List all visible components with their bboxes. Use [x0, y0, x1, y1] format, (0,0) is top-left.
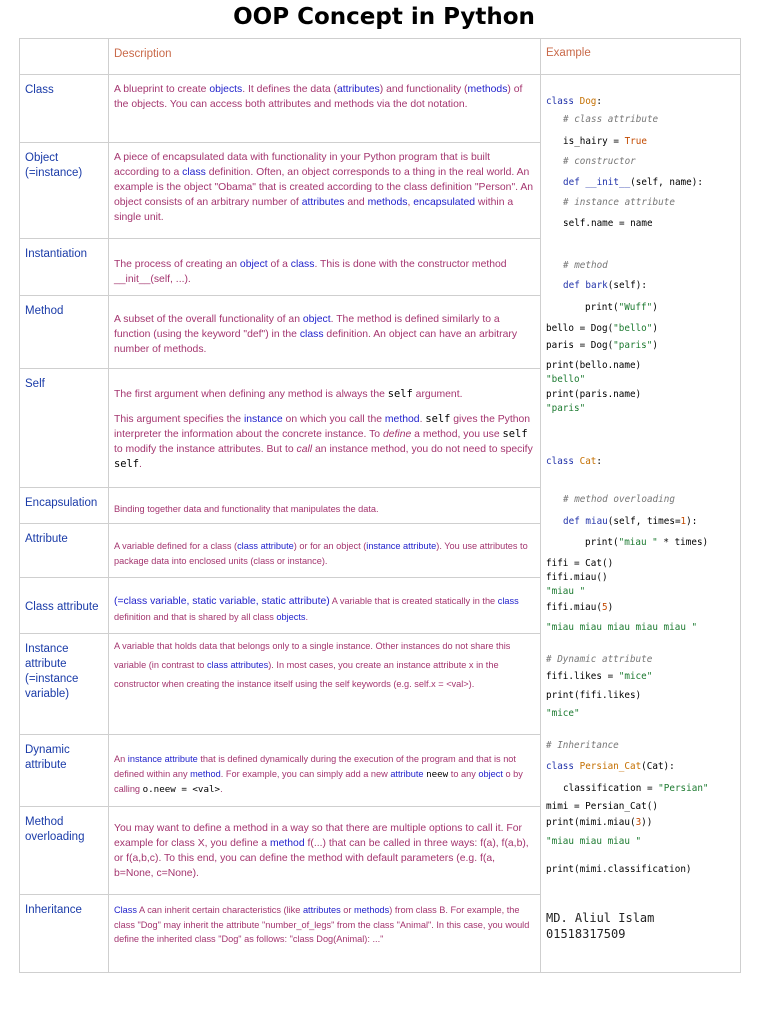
code-line: print(mimi.miau(3)): [546, 817, 653, 828]
row-attribute: [20, 524, 540, 578]
desc-instance-attribute: A variable that holds data that belongs only to a single instance. Other instances do not share this variable (in contrast to class attributes). In most cases, you create an instance attribute x in the constructor when creating the instance itself using the self keywords (e.g. self.x = <val>).: [114, 641, 511, 689]
desc-encapsulation: Binding together data and functionality that manipulates the data.: [114, 504, 379, 514]
term-dynamic-attribute: Dynamic attribute: [20, 735, 109, 806]
page-title: OOP Concept in Python: [233, 4, 535, 30]
row-dynamic-attribute: [20, 735, 540, 807]
code-output: "bello": [546, 374, 586, 385]
code-line: is_hairy = True: [563, 136, 647, 147]
term-instance-attribute: Instance attribute (=instance variable): [20, 634, 109, 734]
row-inheritance: [20, 895, 540, 972]
row-instance-attribute: [20, 634, 540, 735]
term-self: Self: [20, 369, 109, 487]
row-self: [20, 369, 540, 488]
row-method: [20, 296, 540, 369]
code-line: def miau(self, times=1):: [563, 516, 698, 527]
concept-table: [19, 38, 741, 973]
header-example: Example: [541, 39, 740, 75]
code-comment: # class attribute: [563, 114, 659, 125]
code-comment: # method overloading: [563, 494, 675, 505]
code-comment: # Dynamic attribute: [546, 654, 653, 665]
row-method-overloading: [20, 807, 540, 895]
desc-inheritance: Class A can inherit certain characteristics (like attributes or methods) from class B. For example, the class "Dog" may inherit the attribute "number_of_legs" from the class "Animal". In this case, you would define the inherited class "Dog" as follows: "class Dog(Animal): ...": [114, 905, 530, 944]
term-method-overloading: Method overloading: [20, 807, 109, 894]
row-class: [20, 75, 540, 143]
desc-self: The first argument when defining any method is always the self argument. This argument specifies the instance on which you call the method. self gives the Python interpreter the information about the concrete instance. To define a method, you use self to modify the instance attributes. But to call an instance method, you do not need to specify self.: [114, 388, 533, 470]
desc-attribute: A variable defined for a class (class attribute) or for an object (instance attribute). You use attributes to package data into enclosed units (class or instance).: [114, 541, 528, 566]
code-line: fifi = Cat(): [546, 558, 614, 569]
code-line: print(mimi.classification): [546, 864, 692, 875]
code-line: paris = Dog("paris"): [546, 340, 658, 351]
code-line: def __init__(self, name):: [563, 177, 703, 188]
desc-instantiation: The process of creating an object of a class. This is done with the constructor method __init__(self, ...).: [114, 259, 507, 285]
term-attribute: Attribute: [20, 524, 109, 577]
term-inheritance: Inheritance: [20, 895, 109, 972]
code-comment: # Inheritance: [546, 740, 619, 751]
header-description: Description: [114, 48, 172, 60]
code-line: def bark(self):: [563, 280, 647, 291]
code-comment: # instance attribute: [563, 197, 675, 208]
header-term-cell: [20, 39, 109, 74]
code-line: fifi.likes = "mice": [546, 671, 653, 682]
code-output: "miau ": [546, 586, 586, 597]
author-phone: 01518317509: [546, 927, 626, 941]
code-comment: # method: [563, 260, 608, 271]
code-line: print("miau " * times): [585, 537, 709, 548]
row-class-attribute: [20, 578, 540, 634]
term-object: Object (=instance): [20, 143, 109, 238]
desc-object: A piece of encapsulated data with functionality in your Python program that is built according to a class definition. Often, an object corresponds to a thing in the real world. An example is the object "Obama" that is created according to the class definition "Person". An object consists of an arbitrary number of attributes and methods, encapsulated within a single unit.: [114, 152, 534, 223]
code-line: print(paris.name): [546, 389, 642, 400]
term-instantiation: Instantiation: [20, 239, 109, 295]
table-header-row: [20, 39, 540, 75]
desc-method-overloading: You may want to define a method in a way so that there are multiple options to call it. For example for class X, you define a method f(...) that can be called in three ways: f(a), f(a,b), or f(a,b,c). To this end, you can define the method with default parameters (e.g. f(a, b=None, c=None).: [114, 823, 529, 879]
code-line: print("Wuff"): [585, 302, 658, 313]
code-line: class Persian_Cat(Cat):: [546, 761, 675, 772]
term-class-attribute: Class attribute: [20, 578, 109, 633]
code-output: "mice": [546, 708, 580, 719]
example-column: [540, 39, 740, 972]
author-name: MD. Aliul Islam: [546, 911, 655, 925]
code-line: self.name = name: [563, 218, 653, 229]
code-line: print(bello.name): [546, 360, 642, 371]
desc-class-attribute: (=class variable, static variable, static attribute) A variable that is created statically in the class definition and that is shared by all class objects.: [114, 596, 519, 622]
code-line: bello = Dog("bello"): [546, 323, 658, 334]
code-output: "paris": [546, 403, 586, 414]
term-method: Method: [20, 296, 109, 368]
code-comment: # constructor: [563, 156, 636, 167]
term-encapsulation: Encapsulation: [20, 488, 109, 523]
code-line: fifi.miau(5): [546, 602, 614, 613]
code-line: print(fifi.likes): [546, 690, 642, 701]
code-output: "miau miau miau ": [546, 836, 642, 847]
desc-class: A blueprint to create objects. It defines the data (attributes) and functionality (methods) of the objects. You can access both attributes and methods via the dot notation.: [114, 84, 523, 110]
term-class: Class: [20, 75, 109, 142]
code-line: classification = "Persian": [563, 783, 709, 794]
code-line: class Dog:: [546, 96, 602, 107]
row-instantiation: [20, 239, 540, 296]
code-line: mimi = Persian_Cat(): [546, 801, 658, 812]
code-line: fifi.miau(): [546, 572, 608, 583]
code-line: class Cat:: [546, 456, 602, 467]
desc-method: A subset of the overall functionality of an object. The method is defined similarly to a function (using the keyword "def") in the class definition. An object can have an arbitrary number of methods.: [114, 314, 518, 355]
code-output: "miau miau miau miau miau ": [546, 622, 698, 633]
row-encapsulation: [20, 488, 540, 524]
row-object: [20, 143, 540, 239]
desc-dynamic-attribute: An instance attribute that is defined dynamically during the execution of the program and that is not defined within any method. For example, you can simply add a new attribute neew to any object o by calling o.neew = <val>.: [114, 754, 523, 795]
